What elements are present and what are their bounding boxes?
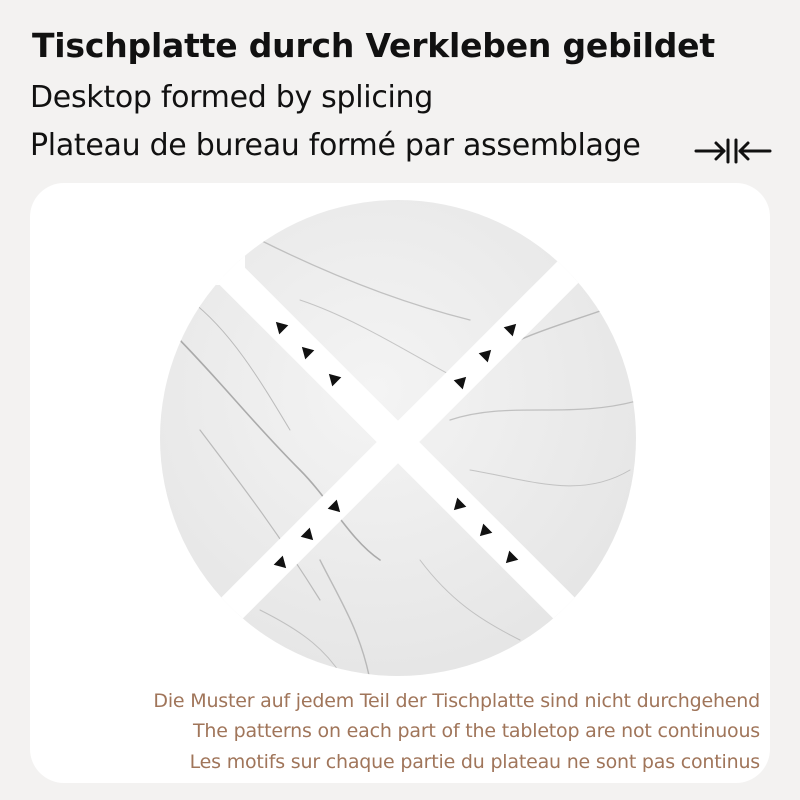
title-english: Desktop formed by splicing [30,80,434,115]
footnote-german: Die Muster auf jedem Teil der Tischplatte sind nicht durchgehend [153,690,760,712]
footnote-french: Les motifs sur chaque partie du plateau ne sont pas continus [189,751,760,773]
title-french: Plateau de bureau formé par assemblage [30,128,641,163]
title-german: Tischplatte durch Verkleben gebildet [32,26,715,65]
footnote-english: The patterns on each part of the tabletop are not continuous [193,720,760,742]
tabletop-disc [150,190,650,690]
